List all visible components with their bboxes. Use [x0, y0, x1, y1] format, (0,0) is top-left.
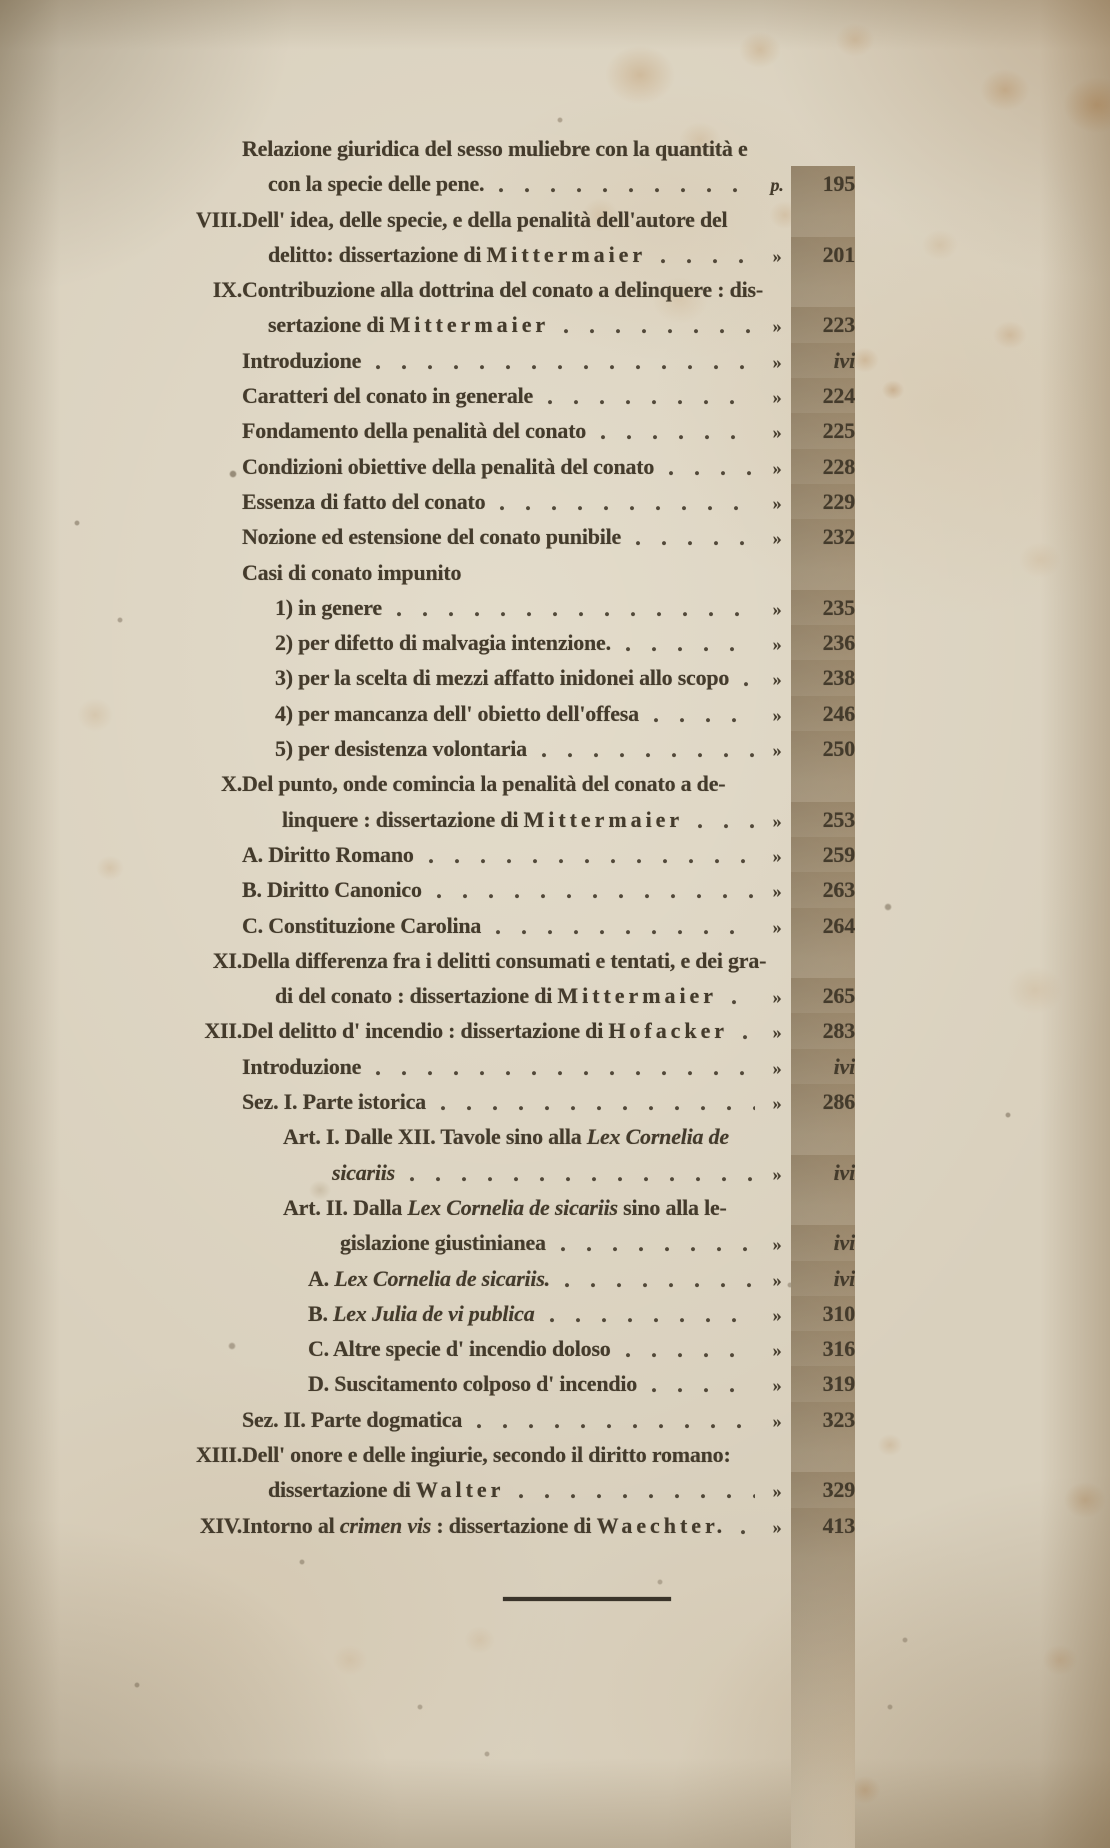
entry-text	[268, 166, 484, 201]
page-marker: »	[772, 351, 782, 372]
toc-row	[158, 943, 855, 978]
dot-leader	[729, 978, 755, 1013]
entry-text-segment: 3) per la scelta di mezzi affatto inidonei allo scopo	[275, 665, 730, 691]
page-number: 413	[791, 1508, 855, 1848]
page-marker: »	[772, 1516, 782, 1537]
toc-row	[158, 1508, 855, 1543]
entry-text-segment: Nozione ed estensione del conato punibile	[242, 524, 622, 550]
entry-text	[282, 802, 683, 837]
entry-text-segment: : dissertazione di	[431, 1512, 597, 1538]
dot-leader	[561, 307, 755, 342]
page-marker: »	[772, 528, 782, 549]
entry-text-segment: sino alla le-	[617, 1194, 727, 1220]
toc-row	[158, 590, 855, 625]
toc-row	[158, 1261, 855, 1296]
toc-row	[158, 1013, 855, 1048]
entry-text	[242, 908, 481, 943]
toc-row	[158, 731, 855, 766]
entry-text	[242, 943, 766, 978]
toc-row	[158, 1190, 855, 1225]
page-number: 195	[791, 166, 855, 1848]
entry-text-segment: Del delitto d' incendio : dissertazione di	[242, 1018, 609, 1044]
page-number: 259	[791, 837, 855, 1848]
toc-row	[158, 872, 855, 907]
entry-text	[242, 1049, 361, 1084]
page-number: 238	[791, 660, 855, 1848]
entry-text-segment: Art. II. Dalla	[283, 1194, 408, 1220]
chapter-numeral: IX.	[212, 277, 242, 303]
dot-leader	[695, 802, 755, 837]
dot-leader	[493, 908, 755, 943]
entry-text-segment: Essenza di fatto del conato	[242, 488, 486, 514]
entry-text	[242, 1508, 726, 1543]
dot-leader	[407, 1155, 755, 1190]
entry-text-segment: sicariis	[332, 1159, 396, 1185]
entry-text-segment: A. Diritto Romano	[242, 841, 414, 867]
page-number: 235	[791, 590, 855, 1848]
entry-text-segment: Mittermaier	[557, 983, 717, 1009]
entry-text-segment: Waechter.	[596, 1512, 727, 1538]
page-number: 286	[791, 1084, 855, 1848]
page-marker: »	[772, 387, 782, 408]
entry-text	[242, 1437, 731, 1472]
page-marker: p.	[770, 175, 784, 196]
page-number: ivi	[791, 1261, 855, 1848]
page-number: 225	[791, 413, 855, 1848]
dot-leader	[633, 519, 755, 554]
dot-leader	[623, 1331, 755, 1366]
entry-text-segment: gislazione giustinianea	[340, 1230, 546, 1256]
toc-row	[158, 1155, 855, 1190]
page-number: 224	[791, 378, 855, 1848]
page-number: 316	[791, 1331, 855, 1848]
page-marker: »	[772, 916, 782, 937]
entry-text	[275, 696, 639, 731]
toc-row	[158, 307, 855, 342]
page-number: 253	[791, 802, 855, 1848]
entry-text-segment: Introduzione	[242, 1053, 362, 1079]
entry-text-segment: 4) per mancanza dell' obietto dell'offesa	[275, 700, 639, 726]
dot-leader	[741, 660, 755, 695]
page-number: 201	[791, 237, 855, 1848]
entry-text	[275, 660, 729, 695]
toc-row	[158, 1049, 855, 1084]
entry-text	[268, 1472, 504, 1507]
page-number: ivi	[791, 1155, 855, 1848]
entry-text	[242, 202, 727, 237]
entry-text	[332, 1155, 395, 1190]
page-number: ivi	[791, 343, 855, 1848]
page-number: 229	[791, 484, 855, 1848]
page-marker: »	[772, 845, 782, 866]
toc-row	[158, 519, 855, 554]
page-marker: »	[772, 457, 782, 478]
dot-leader	[474, 1402, 755, 1437]
toc-row	[158, 1402, 855, 1437]
entry-text	[268, 307, 549, 342]
page-marker: »	[772, 245, 782, 266]
page-number: 310	[791, 1296, 855, 1848]
dot-leader	[598, 413, 755, 448]
entry-text-segment: crimen vis	[339, 1512, 432, 1538]
page-number: 319	[791, 1366, 855, 1848]
page-number: 264	[791, 908, 855, 1848]
toc-row	[158, 1296, 855, 1331]
page-marker: »	[772, 1093, 782, 1114]
page-marker: »	[772, 881, 782, 902]
toc-row	[158, 766, 855, 801]
dot-leader	[547, 1296, 756, 1331]
entry-text-segment: Fondamento della penalità del conato	[242, 418, 587, 444]
entry-text-segment: di del conato : dissertazione di	[275, 983, 558, 1009]
entry-text	[242, 1402, 462, 1437]
entry-text	[242, 837, 414, 872]
entry-text-segment: Lex Cornelia de	[586, 1124, 729, 1150]
toc-row	[158, 1119, 855, 1154]
entry-text	[242, 519, 621, 554]
dot-leader	[497, 484, 755, 519]
entry-text	[242, 272, 763, 307]
toc-row	[158, 696, 855, 731]
dot-leader	[394, 590, 755, 625]
entry-text-segment: B. Diritto Canonico	[242, 877, 422, 903]
entry-text	[242, 1013, 728, 1048]
page-marker: »	[772, 1234, 782, 1255]
dot-leader	[434, 872, 755, 907]
entry-text-segment: Hofacker	[608, 1018, 729, 1044]
entry-text-segment: Art. I. Dalle XII. Tavole sino alla	[283, 1124, 587, 1150]
page-marker: »	[772, 1304, 782, 1325]
entry-text	[308, 1366, 637, 1401]
dot-leader	[545, 378, 755, 413]
toc-row	[158, 1225, 855, 1260]
page-number: ivi	[791, 1049, 855, 1848]
entry-text	[242, 343, 361, 378]
page-marker: »	[772, 1057, 782, 1078]
entry-text-segment: B.	[308, 1300, 334, 1326]
page-number: 228	[791, 449, 855, 1848]
page-number: 250	[791, 731, 855, 1848]
entry-text	[275, 625, 611, 660]
entry-text-segment: dissertazione di	[268, 1477, 416, 1503]
entry-text	[242, 413, 586, 448]
dot-leader	[539, 731, 755, 766]
entry-text-segment: Caratteri del conato in generale	[242, 383, 534, 409]
entry-text-segment: linquere : dissertazione di	[282, 806, 524, 832]
entry-text	[242, 872, 422, 907]
toc-row	[158, 837, 855, 872]
entry-text-segment: Relazione giuridica del sesso muliebre con la quantità e	[242, 136, 748, 161]
page-number: 223	[791, 307, 855, 1848]
entry-text-segment: Sez. II. Parte dogmatica	[242, 1406, 463, 1432]
page-marker: »	[772, 704, 782, 725]
entry-text	[242, 1084, 426, 1119]
entry-text-segment: D. Suscitamento colposo d' incendio	[308, 1371, 638, 1397]
toc-row	[158, 413, 855, 448]
chapter-numeral: VIII.	[196, 206, 242, 232]
page-number: 329	[791, 1472, 855, 1848]
entry-text-segment: Intorno al	[242, 1512, 340, 1538]
toc-row	[158, 1084, 855, 1119]
toc-row	[158, 272, 855, 307]
dot-leader	[623, 625, 755, 660]
entry-text-segment: Lex Cornelia de sicariis	[407, 1194, 618, 1220]
page-marker: »	[772, 1375, 782, 1396]
entry-text-segment: Lex Cornelia de sicariis.	[334, 1265, 550, 1291]
entry-text-segment: Mittermaier	[486, 241, 647, 267]
toc-row	[158, 660, 855, 695]
toc-row	[158, 449, 855, 484]
toc-row	[158, 625, 855, 660]
dot-leader	[562, 1261, 755, 1296]
page-marker: »	[772, 669, 782, 690]
entry-text-segment: Casi di conato impunito	[242, 559, 462, 585]
section-divider-rule	[503, 1597, 671, 1601]
entry-text-segment: Mittermaier	[523, 806, 684, 832]
toc-row	[158, 343, 855, 378]
page-number: 265	[791, 978, 855, 1848]
entry-text	[283, 1190, 727, 1225]
dot-leader	[426, 837, 755, 872]
entry-text-segment: 1) in genere	[275, 594, 382, 620]
dot-leader	[373, 1049, 755, 1084]
page-marker: »	[772, 1022, 782, 1043]
entry-text-segment: Contribuzione alla dottrina del conato a delinquere : dis-	[242, 277, 763, 303]
dot-leader	[373, 343, 755, 378]
chapter-numeral: XIV.	[199, 1512, 242, 1538]
page-marker: »	[772, 1269, 782, 1290]
entry-text	[275, 978, 717, 1013]
entry-text	[308, 1331, 611, 1366]
dot-leader	[558, 1225, 755, 1260]
entry-text	[242, 484, 485, 519]
page-number: 263	[791, 872, 855, 1848]
toc-row	[158, 802, 855, 837]
chapter-numeral: XIII.	[196, 1441, 242, 1467]
dot-leader	[658, 237, 755, 272]
entry-text-segment: Lex Julia de vi publica	[333, 1300, 535, 1326]
entry-text-segment: con la specie delle pene.	[268, 171, 485, 197]
chapter-numeral: XII.	[204, 1018, 242, 1044]
entry-text-segment: Dell' onore e delle ingiurie, secondo il diritto romano:	[242, 1441, 731, 1467]
entry-text	[242, 378, 533, 413]
dot-leader	[738, 1508, 755, 1543]
entry-text-segment: Della differenza fra i delitti consumati e tentati, e dei gra-	[242, 947, 767, 973]
chapter-numeral: XI.	[212, 947, 242, 973]
entry-text	[308, 1261, 550, 1296]
toc-row	[158, 1472, 855, 1507]
page-number: 283	[791, 1013, 855, 1848]
dot-leader	[651, 696, 755, 731]
entry-text-segment: C. Altre specie d' incendio doloso	[308, 1336, 611, 1362]
dot-leader	[740, 1013, 755, 1048]
toc-row	[158, 166, 855, 201]
entry-text	[275, 590, 382, 625]
entry-text-segment: Dell' idea, delle specie, e della penalità dell'autore del	[242, 206, 728, 232]
toc-row	[158, 1366, 855, 1401]
page-marker: »	[772, 316, 782, 337]
entry-text-segment: Mittermaier	[389, 312, 550, 338]
dot-leader	[496, 166, 755, 201]
entry-text-segment: Sez. I. Parte istorica	[242, 1089, 426, 1115]
toc-row	[158, 131, 855, 166]
toc-row	[158, 378, 855, 413]
toc-row	[158, 978, 855, 1013]
entry-text-segment: C. Constituzione Carolina	[242, 912, 482, 938]
page-number: 323	[791, 1402, 855, 1848]
entry-text	[242, 449, 654, 484]
entry-text	[242, 766, 725, 801]
page-marker: »	[772, 1410, 782, 1431]
entry-text-segment: Introduzione	[242, 347, 362, 373]
toc-row	[158, 1331, 855, 1366]
entry-text-segment: Del punto, onde comincia la penalità del conato a de-	[242, 771, 726, 797]
page-marker: »	[772, 1481, 782, 1502]
page-marker: »	[772, 634, 782, 655]
toc-row	[158, 555, 855, 590]
entry-text-segment: Walter	[415, 1477, 505, 1503]
dot-leader	[516, 1472, 755, 1507]
entry-text	[242, 131, 748, 166]
page-marker: »	[772, 598, 782, 619]
entry-text	[275, 731, 527, 766]
dot-leader	[666, 449, 755, 484]
page-marker: »	[772, 987, 782, 1008]
toc-row	[158, 1437, 855, 1472]
entry-text-segment: 5) per desistenza volontaria	[275, 736, 527, 762]
entry-text-segment: sertazione di	[268, 312, 390, 338]
dot-leader	[649, 1366, 755, 1401]
page-number: 236	[791, 625, 855, 1848]
entry-text-segment: A.	[308, 1265, 335, 1291]
toc-row	[158, 908, 855, 943]
page-number: 246	[791, 696, 855, 1848]
page-marker: »	[772, 422, 782, 443]
entry-text-segment: Condizioni obiettive della penalità del conato	[242, 453, 655, 479]
toc-row	[158, 484, 855, 519]
page-marker: »	[772, 1340, 782, 1361]
toc-row	[158, 202, 855, 237]
toc-row	[158, 237, 855, 272]
chapter-numeral: X.	[221, 771, 242, 797]
page-number: 232	[791, 519, 855, 1848]
entry-text	[340, 1225, 546, 1260]
page-marker: »	[772, 492, 782, 513]
page-marker: »	[772, 810, 782, 831]
entry-text	[268, 237, 646, 272]
entry-text	[242, 555, 461, 590]
page-marker: »	[772, 740, 782, 761]
entry-text-segment: 2) per difetto di malvagia intenzione.	[275, 630, 611, 656]
entry-text	[283, 1119, 729, 1154]
page-marker: »	[772, 1163, 782, 1184]
dot-leader	[438, 1084, 755, 1119]
entry-text	[308, 1296, 535, 1331]
entry-text-segment: delitto: dissertazione di	[268, 241, 487, 267]
page-number: ivi	[791, 1225, 855, 1848]
